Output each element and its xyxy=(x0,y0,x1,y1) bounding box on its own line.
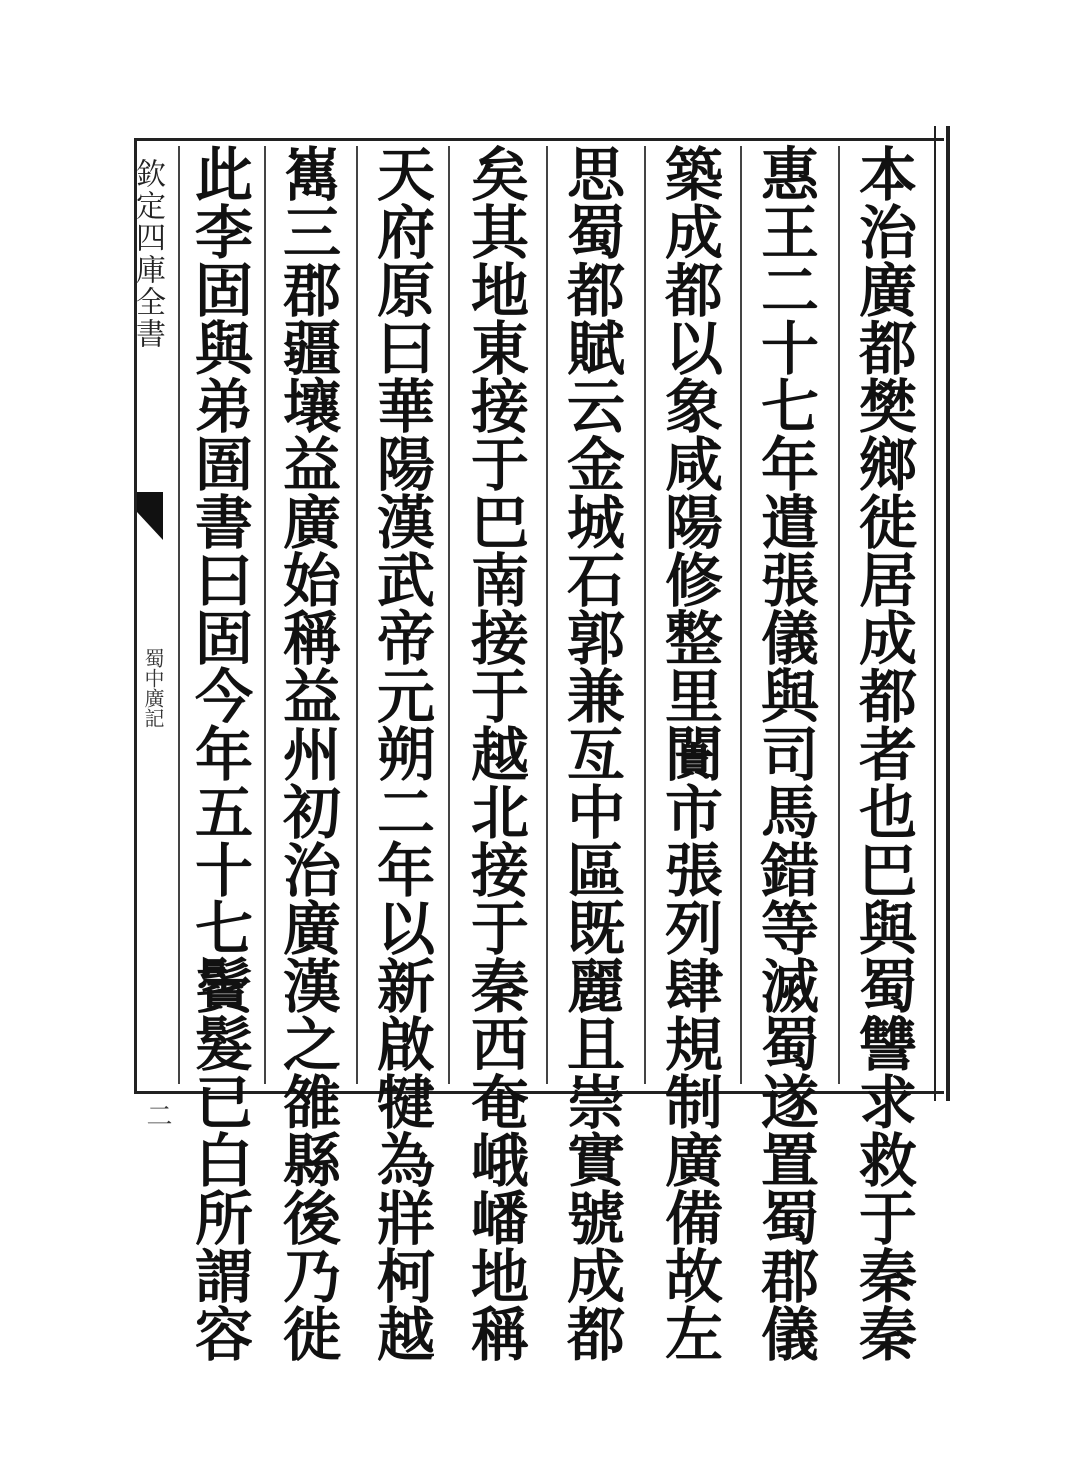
glyph: 于 xyxy=(470,431,529,499)
glyph: 李 xyxy=(194,199,253,267)
glyph: 之 xyxy=(282,1011,341,1079)
glyph: 牂 xyxy=(376,1185,435,1253)
glyph: 帝 xyxy=(376,605,435,673)
glyph: 司 xyxy=(760,721,819,789)
glyph: 制 xyxy=(664,1069,723,1137)
glyph: 疆 xyxy=(282,315,341,383)
glyph: 治 xyxy=(858,199,917,267)
glyph: 弟 xyxy=(194,373,253,441)
glyph: 此 xyxy=(194,141,253,209)
glyph: 稱 xyxy=(470,1301,529,1369)
glyph: 都 xyxy=(664,257,723,325)
glyph: 求 xyxy=(858,1069,917,1137)
glyph: 五 xyxy=(194,779,253,847)
column-rule xyxy=(178,146,180,1084)
glyph: 嶓 xyxy=(470,1185,529,1253)
glyph: 成 xyxy=(664,199,723,267)
glyph: 後 xyxy=(282,1185,341,1253)
text-column-5 xyxy=(458,141,542,1369)
glyph: 且 xyxy=(566,1011,625,1079)
glyph: 犍 xyxy=(376,1069,435,1137)
glyph: 鄉 xyxy=(858,431,917,499)
glyph: 成 xyxy=(858,605,917,673)
glyph: 接 xyxy=(470,373,529,441)
margin-collection-title: 欽定四庫全書 xyxy=(130,158,165,350)
glyph: 以 xyxy=(664,315,723,383)
glyph: 始 xyxy=(282,547,341,615)
glyph: 本 xyxy=(858,141,917,209)
glyph: 築 xyxy=(664,141,723,209)
glyph: 徙 xyxy=(282,1301,341,1369)
glyph: 年 xyxy=(760,431,819,499)
glyph: 等 xyxy=(760,895,819,963)
glyph: 柯 xyxy=(376,1243,435,1311)
frame-right-border xyxy=(934,126,950,1101)
glyph: 市 xyxy=(664,779,723,847)
glyph: 矣 xyxy=(470,141,529,209)
glyph: 郭 xyxy=(566,605,625,673)
glyph: 乃 xyxy=(282,1243,341,1311)
glyph: 金 xyxy=(566,431,625,499)
glyph: 與 xyxy=(194,315,253,383)
glyph: 漢 xyxy=(282,953,341,1021)
glyph: 于 xyxy=(470,895,529,963)
glyph: 陽 xyxy=(376,431,435,499)
glyph: 與 xyxy=(858,895,917,963)
glyph: 已 xyxy=(194,1069,253,1137)
glyph: 七 xyxy=(194,895,253,963)
glyph: 列 xyxy=(664,895,723,963)
glyph: 髮 xyxy=(194,1011,253,1079)
glyph: 兼 xyxy=(566,663,625,731)
glyph: 曰 xyxy=(194,547,253,615)
text-column-6 xyxy=(364,141,448,1369)
glyph: 地 xyxy=(470,257,529,325)
glyph: 中 xyxy=(566,779,625,847)
glyph: 儀 xyxy=(760,605,819,673)
glyph: 遂 xyxy=(760,1069,819,1137)
glyph: 左 xyxy=(664,1301,723,1369)
glyph: 二 xyxy=(376,779,435,847)
glyph: 咸 xyxy=(664,431,723,499)
glyph: 曰 xyxy=(376,315,435,383)
glyph: 也 xyxy=(858,779,917,847)
glyph: 治 xyxy=(282,837,341,905)
glyph: 闠 xyxy=(664,721,723,789)
glyph: 容 xyxy=(194,1301,253,1369)
glyph: 十 xyxy=(194,837,253,905)
glyph: 備 xyxy=(664,1185,723,1253)
glyph: 賦 xyxy=(566,315,625,383)
glyph: 都 xyxy=(566,257,625,325)
glyph: 城 xyxy=(566,489,625,557)
glyph: 年 xyxy=(376,837,435,905)
column-rule xyxy=(356,146,358,1084)
glyph: 三 xyxy=(282,199,341,267)
glyph: 規 xyxy=(664,1011,723,1079)
glyph: 成 xyxy=(566,1243,625,1311)
column-rule xyxy=(644,146,646,1084)
glyph: 謂 xyxy=(194,1243,253,1311)
glyph: 讐 xyxy=(858,1011,917,1079)
glyph: 麗 xyxy=(566,953,625,1021)
glyph: 嶲 xyxy=(282,141,341,209)
glyph: 都 xyxy=(858,315,917,383)
glyph: 王 xyxy=(760,199,819,267)
glyph: 蜀 xyxy=(566,199,625,267)
glyph: 崇 xyxy=(566,1069,625,1137)
glyph: 徙 xyxy=(858,489,917,557)
glyph: 書 xyxy=(194,489,253,557)
column-rule xyxy=(838,146,840,1084)
glyph: 為 xyxy=(376,1127,435,1195)
glyph: 固 xyxy=(194,257,253,325)
glyph: 天 xyxy=(376,141,435,209)
glyph: 者 xyxy=(858,721,917,789)
glyph: 原 xyxy=(376,257,435,325)
glyph: 以 xyxy=(376,895,435,963)
glyph: 遣 xyxy=(760,489,819,557)
glyph: 陽 xyxy=(664,489,723,557)
glyph: 接 xyxy=(470,837,529,905)
glyph: 巴 xyxy=(470,489,529,557)
text-column-7 xyxy=(270,141,354,1369)
glyph: 號 xyxy=(566,1185,625,1253)
margin-page-number: 二 xyxy=(142,1102,172,1128)
text-column-4 xyxy=(554,141,638,1369)
glyph: 元 xyxy=(376,663,435,731)
glyph: 修 xyxy=(664,547,723,615)
glyph: 云 xyxy=(566,373,625,441)
glyph: 象 xyxy=(664,373,723,441)
glyph: 益 xyxy=(282,431,341,499)
glyph: 接 xyxy=(470,605,529,673)
glyph: 啟 xyxy=(376,1011,435,1079)
glyph: 既 xyxy=(566,895,625,963)
glyph: 初 xyxy=(282,779,341,847)
glyph: 益 xyxy=(282,663,341,731)
glyph: 郡 xyxy=(282,257,341,325)
glyph: 蜀 xyxy=(760,1011,819,1079)
glyph: 新 xyxy=(376,953,435,1021)
glyph: 州 xyxy=(282,721,341,789)
text-column-3 xyxy=(652,141,736,1369)
glyph: 廣 xyxy=(664,1127,723,1195)
glyph: 縣 xyxy=(282,1127,341,1195)
glyph: 與 xyxy=(760,663,819,731)
glyph: 秦 xyxy=(858,1301,917,1369)
glyph: 儀 xyxy=(760,1301,819,1369)
glyph: 廣 xyxy=(282,489,341,557)
text-column-1 xyxy=(846,141,930,1369)
glyph: 圄 xyxy=(194,431,253,499)
glyph: 蜀 xyxy=(858,953,917,1021)
glyph: 置 xyxy=(760,1127,819,1195)
glyph: 十 xyxy=(760,315,819,383)
glyph: 秦 xyxy=(858,1243,917,1311)
glyph: 于 xyxy=(470,663,529,731)
glyph: 石 xyxy=(566,547,625,615)
glyph: 鬢 xyxy=(194,953,253,1021)
glyph: 今 xyxy=(194,663,253,731)
glyph: 思 xyxy=(566,141,625,209)
text-column-2 xyxy=(748,141,832,1369)
glyph: 南 xyxy=(470,547,529,615)
glyph: 都 xyxy=(566,1301,625,1369)
glyph: 峨 xyxy=(470,1127,529,1195)
glyph: 壤 xyxy=(282,373,341,441)
glyph: 巴 xyxy=(858,837,917,905)
fish-tail-mark xyxy=(137,492,163,540)
glyph: 西 xyxy=(470,1011,529,1079)
glyph: 北 xyxy=(470,779,529,847)
glyph: 漢 xyxy=(376,489,435,557)
glyph: 稱 xyxy=(282,605,341,673)
glyph: 實 xyxy=(566,1127,625,1195)
glyph: 年 xyxy=(194,721,253,789)
glyph: 雒 xyxy=(282,1069,341,1137)
glyph: 馬 xyxy=(760,779,819,847)
glyph: 白 xyxy=(194,1127,253,1195)
glyph: 樊 xyxy=(858,373,917,441)
glyph: 錯 xyxy=(760,837,819,905)
glyph: 肆 xyxy=(664,953,723,1021)
glyph: 固 xyxy=(194,605,253,673)
glyph: 秦 xyxy=(470,953,529,1021)
glyph: 東 xyxy=(470,315,529,383)
margin-book-title: 蜀中廣記 xyxy=(141,648,165,728)
glyph: 張 xyxy=(664,837,723,905)
column-rule xyxy=(448,146,450,1084)
glyph: 整 xyxy=(664,605,723,673)
glyph: 華 xyxy=(376,373,435,441)
glyph: 郡 xyxy=(760,1243,819,1311)
glyph: 故 xyxy=(664,1243,723,1311)
text-column-8 xyxy=(182,141,266,1369)
glyph: 朔 xyxy=(376,721,435,789)
column-rule xyxy=(546,146,548,1084)
glyph: 所 xyxy=(194,1185,253,1253)
glyph: 蜀 xyxy=(760,1185,819,1253)
glyph: 于 xyxy=(858,1185,917,1253)
glyph: 都 xyxy=(858,663,917,731)
glyph: 里 xyxy=(664,663,723,731)
glyph: 惠 xyxy=(760,141,819,209)
glyph: 越 xyxy=(470,721,529,789)
glyph: 滅 xyxy=(760,953,819,1021)
glyph: 越 xyxy=(376,1301,435,1369)
glyph: 廣 xyxy=(282,895,341,963)
glyph: 二 xyxy=(760,257,819,325)
glyph: 亙 xyxy=(566,721,625,789)
glyph: 其 xyxy=(470,199,529,267)
glyph: 廣 xyxy=(858,257,917,325)
glyph: 張 xyxy=(760,547,819,615)
glyph: 地 xyxy=(470,1243,529,1311)
column-rule xyxy=(740,146,742,1084)
glyph: 區 xyxy=(566,837,625,905)
glyph: 七 xyxy=(760,373,819,441)
glyph: 救 xyxy=(858,1127,917,1195)
glyph: 居 xyxy=(858,547,917,615)
glyph: 武 xyxy=(376,547,435,615)
glyph: 府 xyxy=(376,199,435,267)
glyph: 奄 xyxy=(470,1069,529,1137)
